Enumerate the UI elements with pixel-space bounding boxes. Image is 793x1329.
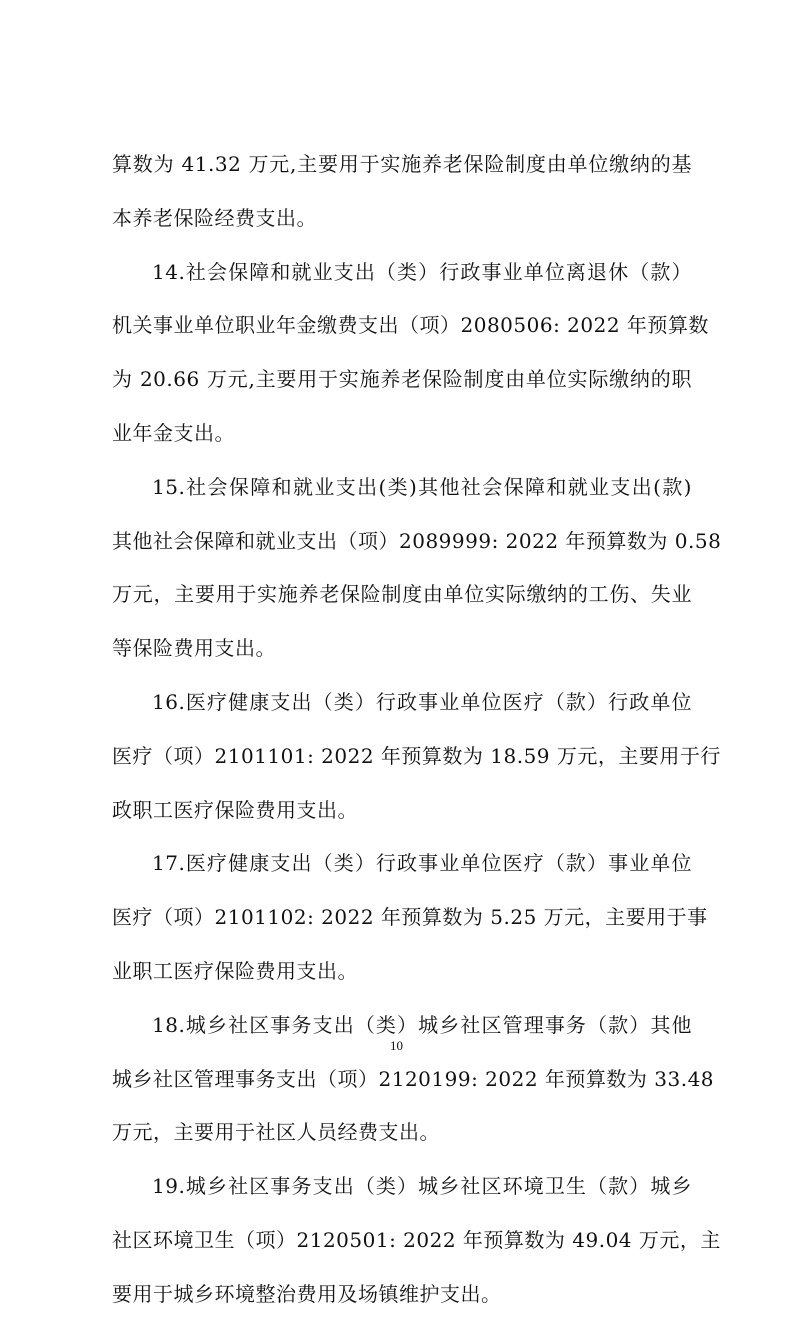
- text-line: 医疗（项）2101102: 2022 年预算数为 5.25 万元，主要用于事: [112, 905, 708, 930]
- body-text: [112, 145, 722, 1329]
- text-line: 14.社会保障和就业支出（类）行政事业单位离退休（款）: [152, 259, 692, 284]
- text-line: 本养老保险经费支出。: [112, 205, 317, 230]
- text-line: 业年金支出。: [112, 420, 235, 445]
- text-line: 18.城乡社区事务支出（类）城乡社区管理事务（款）其他: [152, 1012, 692, 1037]
- text-line: 政职工医疗保险费用支出。: [112, 797, 358, 822]
- text-line: 万元，主要用于实施养老保险制度由单位实际缴纳的工伤、失业: [112, 582, 692, 607]
- text-line: 算数为 41.32 万元,主要用于实施养老保险制度由单位缴纳的基: [112, 152, 692, 176]
- text-line: 15.社会保障和就业支出(类)其他社会保障和就业支出(款): [152, 474, 692, 499]
- text-line: 机关事业单位职业年金缴费支出（项）2080506: 2022 年预算数: [112, 313, 709, 338]
- text-line: 医疗（项）2101101: 2022 年预算数为 18.59 万元，主要用于行: [112, 743, 721, 768]
- page-number: 10: [390, 1038, 403, 1053]
- text-line: 17.医疗健康支出（类）行政事业单位医疗（款）事业单位: [152, 851, 692, 876]
- text-line: 等保险费用支出。: [112, 636, 276, 661]
- text-line: 为 20.66 万元,主要用于实施养老保险制度由单位实际缴纳的职: [112, 367, 692, 392]
- text-line: 城乡社区管理事务支出（项）2120199: 2022 年预算数为 33.48: [112, 1066, 715, 1091]
- text-line: 19.城乡社区事务支出（类）城乡社区环境卫生（款）城乡: [152, 1174, 692, 1199]
- text-line: 社区环境卫生（项）2120501: 2022 年预算数为 49.04 万元，主: [112, 1227, 721, 1252]
- text-line: 万元，主要用于社区人员经费支出。: [112, 1120, 440, 1145]
- text-line: 业职工医疗保险费用支出。: [112, 958, 358, 983]
- text-line: 16.医疗健康支出（类）行政事业单位医疗（款）行政单位: [152, 689, 692, 714]
- text-line: 要用于城乡环境整治费用及场镇维护支出。: [112, 1281, 502, 1306]
- text-line: 其他社会保障和就业支出（项）2089999: 2022 年预算数为 0.58: [112, 528, 722, 553]
